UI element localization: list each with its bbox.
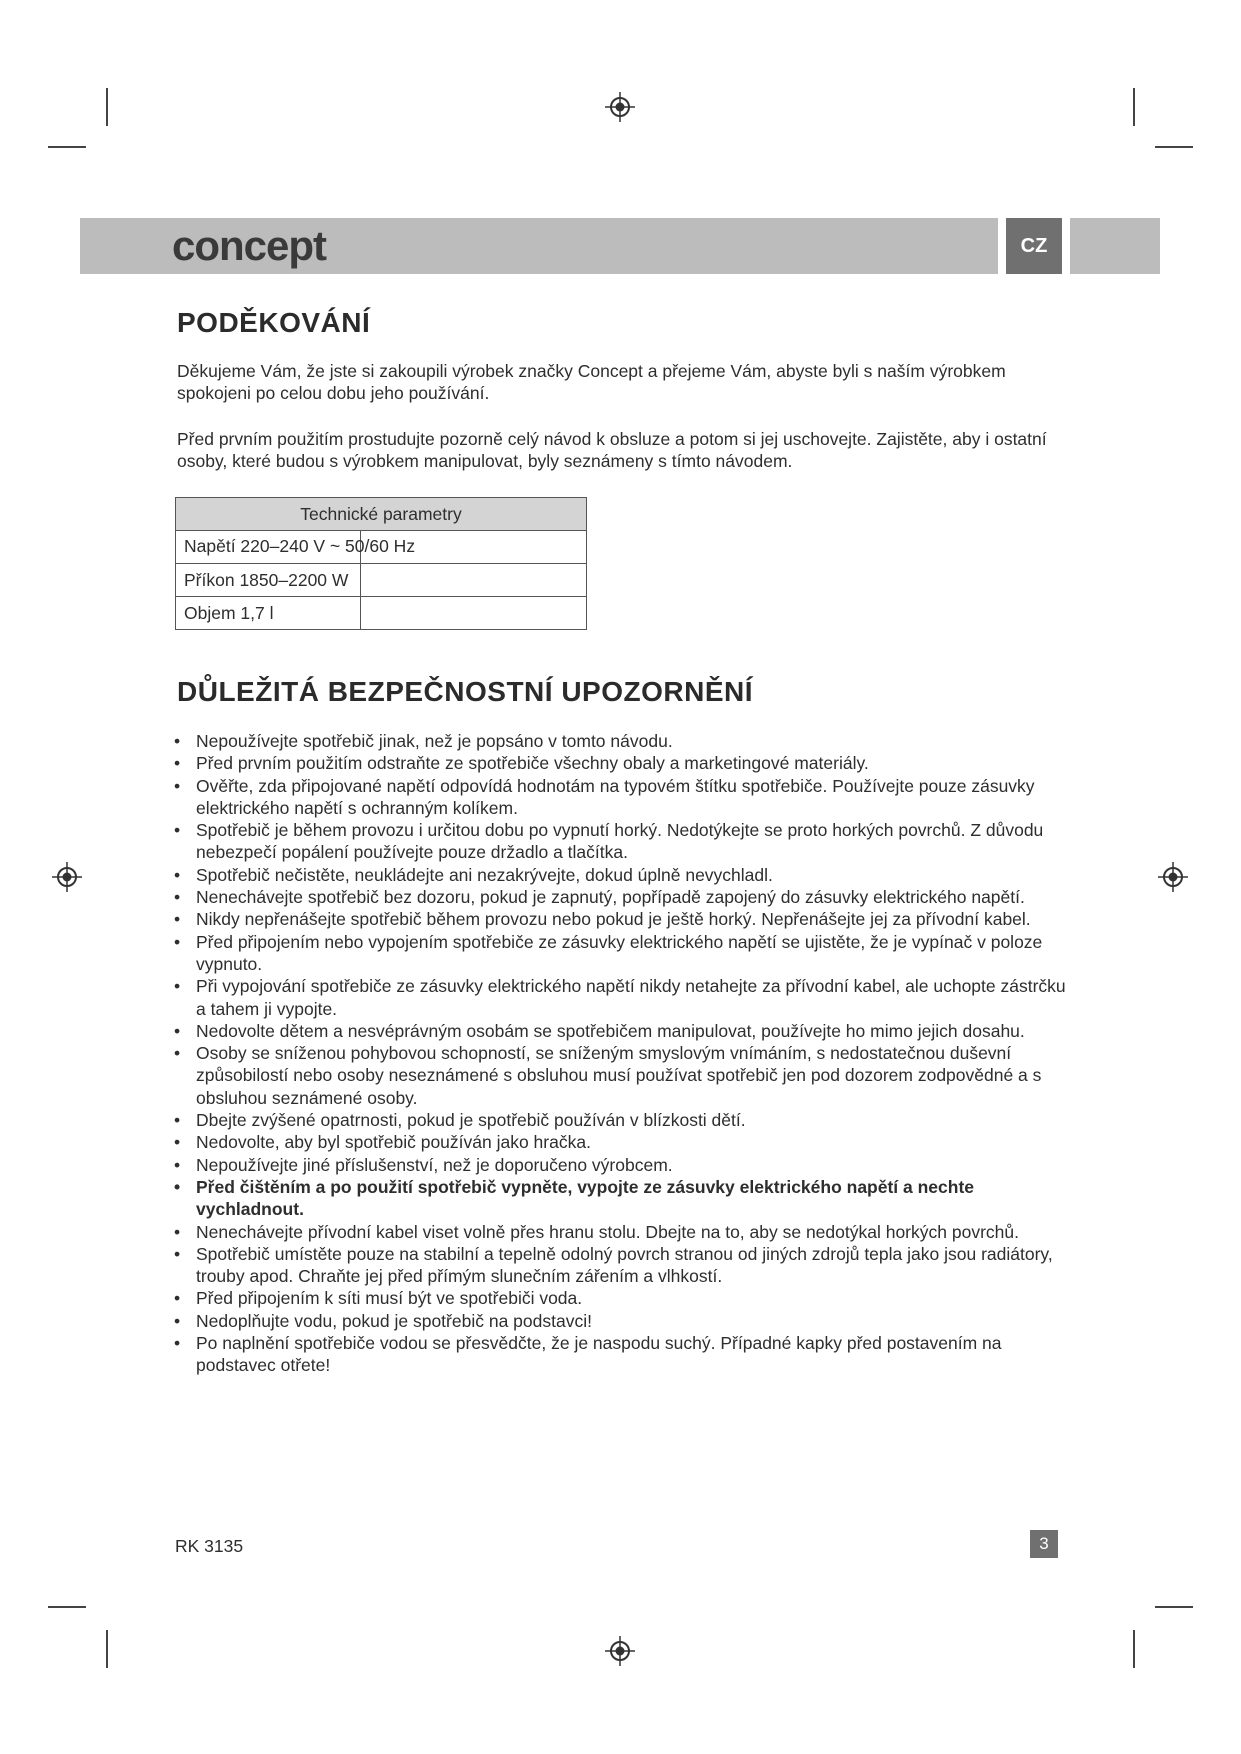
registration-mark-icon (1158, 862, 1188, 892)
table-header-row (176, 498, 587, 531)
page-number: 3 (1030, 1530, 1058, 1558)
list-item: • Dbejte zvýšené opatrnosti, pokud je spotřebič používán v blízkosti dětí. (172, 1109, 1072, 1131)
table-row (176, 597, 587, 630)
list-item: • Po naplnění spotřebiče vodou se přesvědčte, že je naspodu suchý. Případné kapky před postavením na podstavec otřete! (172, 1332, 1072, 1377)
section-title-thanks: PODĚKOVÁNÍ (177, 307, 371, 338)
table-cell-label: Objem 1,7 l (176, 597, 361, 630)
list-item: • Před připojením nebo vypojením spotřebiče ze zásuvky elektrického napětí se ujistěte, že je vypínač v poloze vypnuto. (172, 931, 1072, 976)
table-cell-value (361, 597, 587, 630)
crop-mark (1155, 146, 1193, 148)
list-item: • Spotřebič nečistěte, neukládejte ani nezakrývejte, dokud úplně nevychladl. (172, 864, 1072, 886)
registration-mark-icon (52, 862, 82, 892)
header-divider (1062, 218, 1070, 274)
list-item: • Nikdy nepřenášejte spotřebič během provozu nebo pokud je ještě horký. Nepřenášejte jej za přívodní kabel. (172, 908, 1072, 930)
list-item: • Spotřebič umístěte pouze na stabilní a tepelně odolný povrch stranou od jiných zdrojů tepla jako jsou radiátory, trouby apod. Chraňte jej před přímým slunečním zářením a vlhkostí. (172, 1243, 1072, 1288)
table-row (176, 564, 587, 597)
list-item: • Osoby se sníženou pohybovou schopností, se sníženým smyslovým vnímáním, s nedostatečnou duševní způsobilostí nebo osoby neseznámené s obsluhou musí používat spotřebič jen pod dozorem zodpovědné a s obsluhou seznámené osoby. (172, 1042, 1072, 1109)
list-item: • Ověřte, zda připojované napětí odpovídá hodnotám na typovém štítku spotřebiče. Používejte pouze zásuvky elektrického napětí s ochranným kolíkem. (172, 775, 1072, 820)
list-item: • Při vypojování spotřebiče ze zásuvky elektrického napětí nikdy netahejte za přívodní kabel, ale uchopte zástrčku a tahem ji vypojte. (172, 975, 1072, 1020)
table-cell-value (361, 564, 587, 597)
table-cell-label (176, 531, 416, 564)
table-row (176, 531, 587, 564)
list-item: • Před prvním použitím odstraňte ze spotřebiče všechny obaly a marketingové materiály. (172, 752, 1072, 774)
crop-mark (106, 1630, 108, 1668)
table-header: Technické parametry (176, 498, 587, 531)
model-number: RK 3135 (175, 1536, 244, 1556)
crop-mark (48, 1606, 86, 1608)
crop-mark (106, 88, 108, 126)
crop-mark (48, 146, 86, 148)
list-item: • Nedoplňujte vodu, pokud je spotřebič na podstavci! (172, 1310, 1072, 1332)
crop-mark (1133, 88, 1135, 126)
crop-mark (1133, 1630, 1135, 1668)
registration-mark-icon (605, 1636, 635, 1666)
list-item: • Nedovolte, aby byl spotřebič používán jako hračka. (172, 1131, 1072, 1153)
language-badge: CZ (1006, 218, 1062, 274)
technical-parameters-table (175, 497, 587, 630)
table-cell-text: Napětí 220–240 V ~ 50/60 Hz (184, 536, 416, 556)
list-item: • Nedovolte dětem a nesvéprávným osobám se spotřebičem manipulovat, používejte ho mimo jejich dosahu. (172, 1020, 1072, 1042)
brand-logo: concept (172, 222, 327, 269)
list-item: • Před připojením k síti musí být ve spotřebiči voda. (172, 1287, 1072, 1309)
intro-paragraph: Děkujeme Vám, že jste si zakoupili výrobek značky Concept a přejeme Vám, abyste byli s naším výrobkem spokojeni po celou dobu jeho používání. (177, 361, 1006, 403)
header-divider (998, 218, 1006, 274)
registration-mark-icon (605, 92, 635, 122)
crop-mark (1155, 1606, 1193, 1608)
table-cell-label: Příkon 1850–2200 W (176, 564, 361, 597)
list-item: • Nenechávejte přívodní kabel viset volně přes hranu stolu. Dbejte na to, aby se nedotýkal horkých povrchů. (172, 1221, 1072, 1243)
list-item: • Spotřebič je během provozu i určitou dobu po vypnutí horký. Nedotýkejte se proto horkých povrchů. Z důvodu nebezpečí popálení používejte pouze držadlo a tlačítka. (172, 819, 1072, 864)
list-item-emphasized: • Před čištěním a po použití spotřebič vypněte, vypojte ze zásuvky elektrického napětí a nechte vychladnout. (172, 1176, 1072, 1221)
section-title-safety: DŮLEŽITÁ BEZPEČNOSTNÍ UPOZORNĚNÍ (177, 676, 754, 707)
list-item: • Nepoužívejte jiné příslušenství, než je doporučeno výrobcem. (172, 1154, 1072, 1176)
instructions-paragraph: Před prvním použitím prostudujte pozorně celý návod k obsluze a potom si jej uschovejte. Zajistěte, aby i ostatní osoby, které budou s výrobkem manipulovat, byly seznámeny s tímto návodem. (177, 429, 1047, 471)
list-item: • Nenechávejte spotřebič bez dozoru, pokud je zapnutý, popřípadě zapojený do zásuvky elektrického napětí. (172, 886, 1072, 908)
safety-warnings-list (172, 730, 1072, 1377)
list-item: • Nepoužívejte spotřebič jinak, než je popsáno v tomto návodu. (172, 730, 1072, 752)
